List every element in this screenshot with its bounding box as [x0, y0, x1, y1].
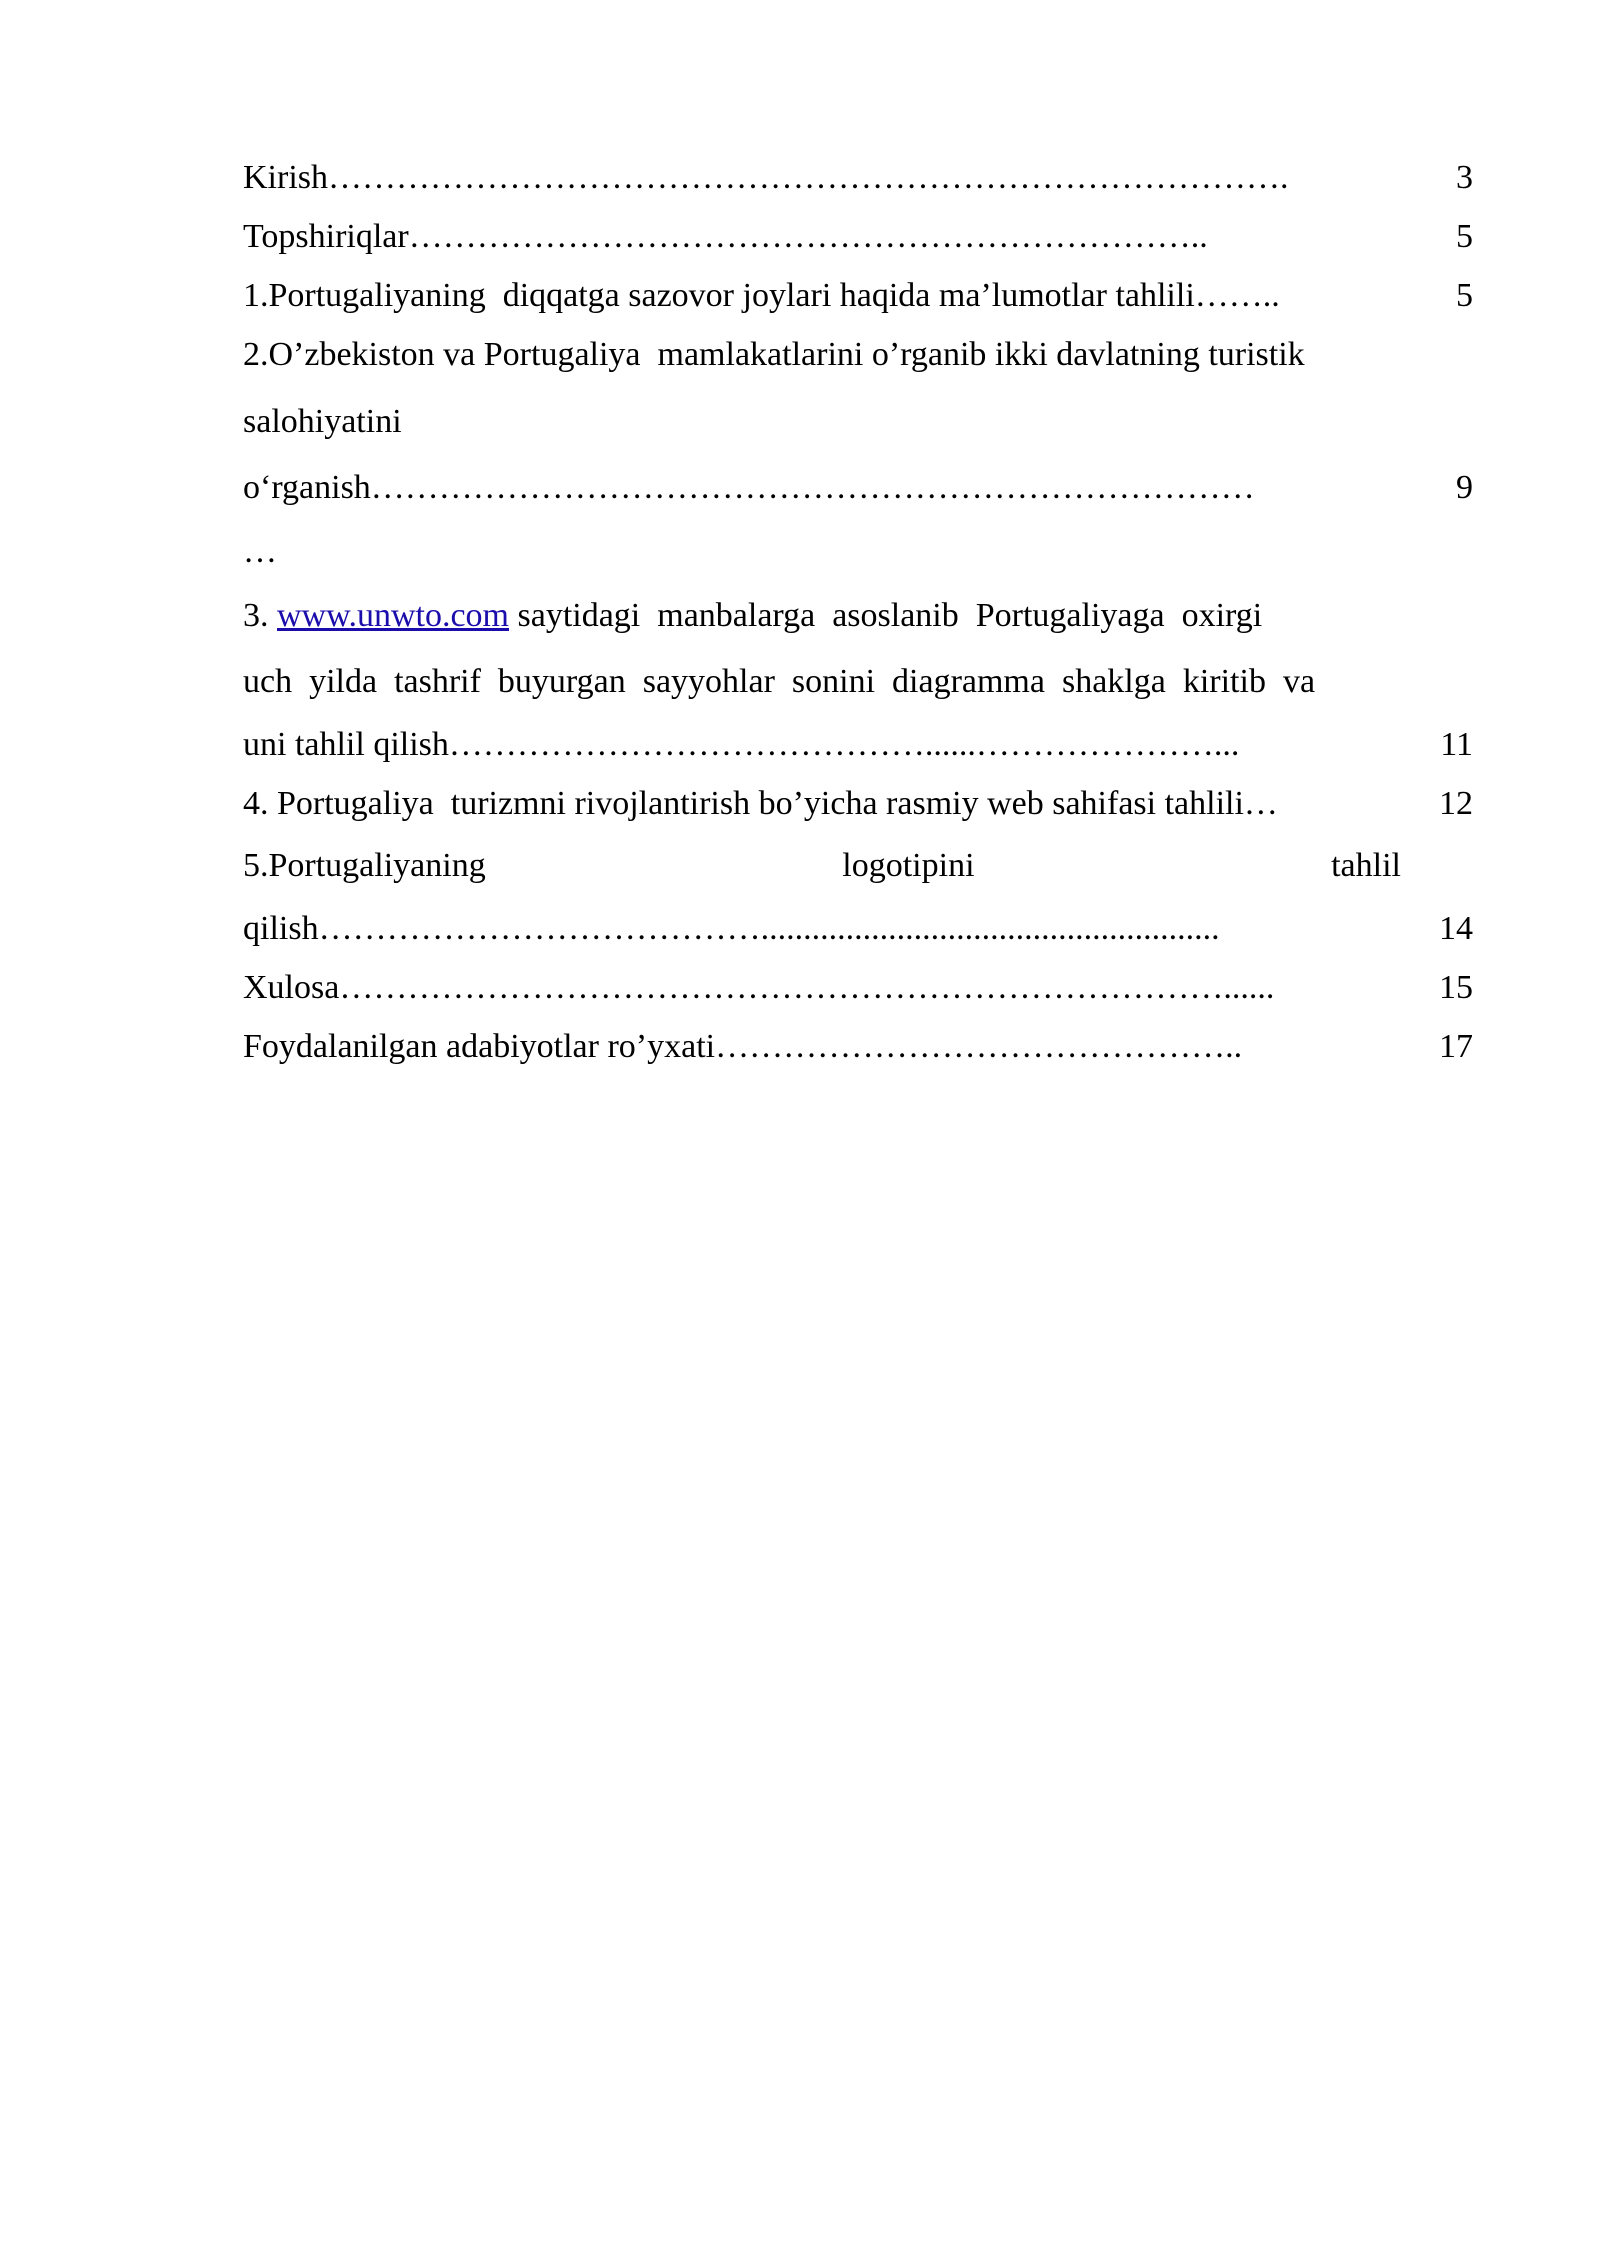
toc-entry-line: uch yilda tashrif buyurgan sayyohlar sonini diagramma shaklga kiritib va	[243, 663, 1316, 700]
toc-entry-line: salohiyatini	[243, 403, 402, 440]
toc-page-number: 9	[1456, 469, 1473, 506]
toc-page-number: 14	[1439, 910, 1473, 947]
toc-page-number: 15	[1439, 969, 1473, 1006]
toc-entry-line: qilish…………………………………......................................................	[243, 910, 1220, 947]
toc-entry-line: …	[243, 533, 277, 570]
toc-entry-adabiyotlar[interactable]	[243, 1017, 1473, 1076]
toc-entry-xulosa[interactable]	[243, 958, 1473, 1017]
toc-entry-title: Foydalanilgan adabiyotlar ro’yxati………………………………………..	[243, 1028, 1243, 1065]
table-of-contents	[243, 148, 1473, 1076]
toc-entry-title: 4. Portugaliya turizmni rivojlantirish bo’yicha rasmiy web sahifasi tahlili…	[243, 785, 1278, 822]
toc-entry-word: 5.Portugaliyaning	[243, 847, 486, 884]
toc-entry-title: Xulosa……………………………………………………………………......	[243, 969, 1275, 1006]
toc-entry-line: uni tahlil qilish……………………………………......…………………...	[243, 726, 1240, 763]
toc-entry-3[interactable]	[243, 583, 1473, 774]
toc-entry-word: logotipini	[842, 847, 975, 884]
toc-entry-title: Kirish………………………………………………………………………….	[243, 159, 1289, 196]
toc-page-number: 5	[1456, 277, 1473, 314]
toc-entry-word: tahlil	[1331, 847, 1401, 884]
toc-page-number: 3	[1456, 159, 1473, 196]
toc-entry-2[interactable]	[243, 325, 1473, 583]
toc-entry-title: Topshiriqlar……………………………………………………………..	[243, 218, 1208, 255]
toc-page-number: 17	[1439, 1028, 1473, 1065]
toc-entry-line: o‘rganish……………………………………………………………………	[243, 469, 1255, 506]
toc-page-number: 12	[1439, 785, 1473, 822]
toc-entry-5[interactable]	[243, 833, 1473, 958]
toc-entry-line	[243, 583, 1473, 649]
toc-entry-kirish[interactable]	[243, 148, 1473, 207]
toc-page-number: 11	[1440, 726, 1473, 763]
toc-page-number: 5	[1456, 218, 1473, 255]
unwto-link[interactable]: www.unwto.com	[277, 597, 509, 634]
toc-entry-topshiriqlar[interactable]	[243, 207, 1473, 266]
toc-entry-line: 2.O’zbekiston va Portugaliya mamlakatlarini o’rganib ikki davlatning turistik	[243, 336, 1305, 373]
toc-entry-text: saytidagi manbalarga asoslanib Portugaliyaga oxirgi	[509, 597, 1263, 634]
toc-entry-prefix: 3.	[243, 597, 277, 634]
toc-entry-1[interactable]	[243, 266, 1473, 325]
toc-entry-title: 1.Portugaliyaning diqqatga sazovor joylari haqida ma’lumotlar tahlili……..	[243, 277, 1280, 314]
toc-entry-4[interactable]	[243, 774, 1473, 833]
toc-entry-justified-line	[243, 833, 1401, 899]
